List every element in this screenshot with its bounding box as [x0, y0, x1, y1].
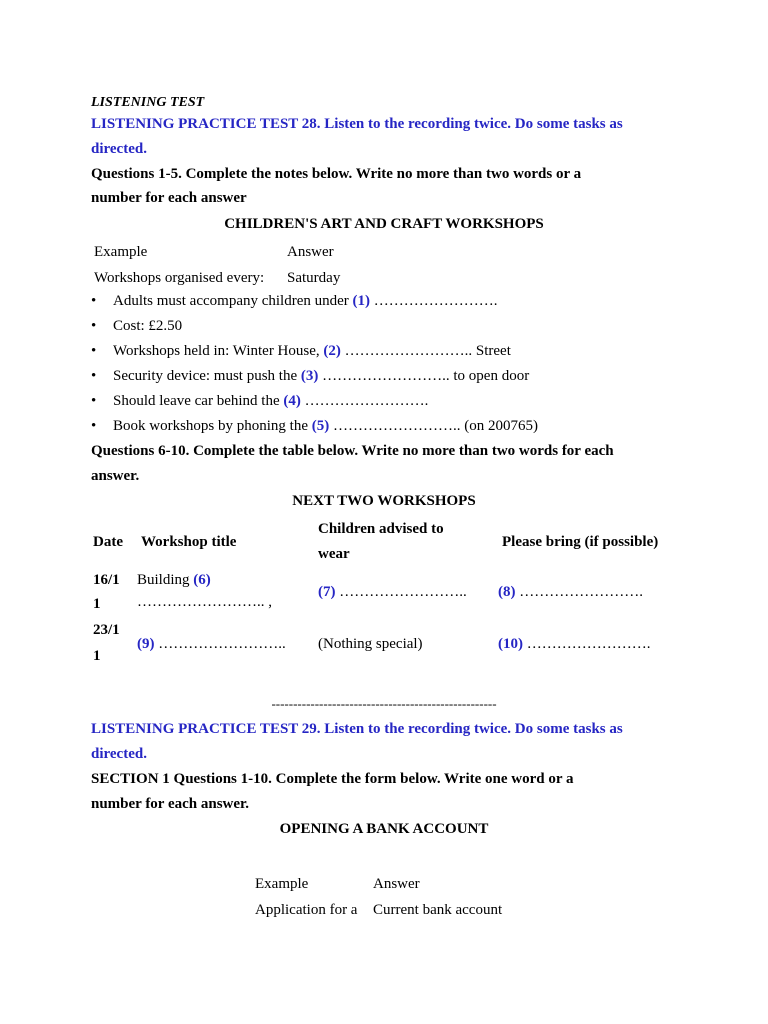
answer-marker: (4): [283, 393, 301, 409]
heading-workshops: CHILDREN'S ART AND CRAFT WORKSHOPS: [224, 216, 544, 232]
table-header-bring: Please bring (if possible): [502, 534, 659, 550]
q6-10-instruction-cont: answer.: [91, 468, 140, 484]
answer-marker: (5): [311, 418, 330, 434]
row2-wear: (Nothing special): [318, 636, 423, 652]
example-label: Example: [94, 244, 148, 260]
q1-5-instruction: Questions 1-5. Complete the notes below. Write no more than two words or a: [91, 166, 582, 182]
note-text-before: Workshops held in: Winter House,: [113, 343, 324, 359]
row1-date-cont: 1: [93, 596, 101, 612]
note-text: [113, 418, 538, 435]
row1-wear: [318, 584, 467, 601]
note-text: [113, 318, 182, 335]
row1-date: 16/1: [93, 572, 120, 588]
bank-example-answer: Current bank account: [373, 902, 503, 918]
bullet-icon: •: [91, 418, 97, 434]
table-header-wear-cont: wear: [318, 546, 350, 562]
row1-wear-blank: ……………………..: [335, 584, 467, 600]
note-text-before: Should leave car behind the: [113, 393, 284, 409]
section1-instruction-cont: number for each answer.: [91, 796, 250, 812]
answer-marker-6: (6): [193, 572, 211, 588]
bank-example-question: Application for a: [255, 902, 358, 918]
row1-title-blank: …………………….. ,: [137, 594, 272, 610]
bullet-icon: •: [91, 318, 97, 334]
answer-marker-8: (8): [498, 584, 516, 600]
note-text-before: Cost: £2.50: [113, 318, 183, 334]
section-label: LISTENING TEST: [91, 95, 205, 110]
bank-answer-label: Answer: [373, 876, 420, 892]
row1-bring: [498, 584, 643, 601]
answer-marker: (3): [300, 368, 319, 384]
heading-bank-account: OPENING A BANK ACCOUNT: [279, 821, 489, 837]
row2-bring: [498, 636, 651, 653]
example-answer: Saturday: [287, 270, 341, 286]
bullet-icon: •: [91, 368, 97, 384]
answer-marker-10: (10): [498, 636, 523, 652]
bullet-icon: •: [91, 393, 97, 409]
bullet-icon: •: [91, 293, 97, 309]
test28-title: LISTENING PRACTICE TEST 28. Listen to the recording twice. Do some tasks as: [91, 116, 623, 132]
row2-date: 23/1: [93, 622, 120, 638]
table-header-wear: Children advised to: [318, 521, 444, 537]
example-question: Workshops organised every:: [94, 270, 265, 286]
row1-bring-blank: …………………….: [515, 584, 643, 600]
heading-next-workshops: NEXT TWO WORKSHOPS: [292, 493, 476, 509]
test29-title-cont: directed.: [91, 746, 147, 762]
note-text-after: …………………….. Street: [340, 343, 511, 359]
q6-10-instruction: Questions 6-10. Complete the table below. Write no more than two words for each: [91, 443, 614, 459]
answer-marker: (1): [352, 293, 371, 309]
row1-title: [137, 572, 211, 589]
row2-date-cont: 1: [93, 648, 101, 664]
bank-example-label: Example: [255, 876, 309, 892]
note-text-after: …………………….: [300, 393, 429, 409]
section-divider: ----------------------------------------------------: [271, 696, 497, 711]
note-text: [113, 293, 498, 310]
row1-title-text: Building: [137, 572, 194, 588]
row2-bring-blank: …………………….: [523, 636, 651, 652]
test29-title: LISTENING PRACTICE TEST 29. Listen to the recording twice. Do some tasks as: [91, 721, 623, 737]
table-header-title: Workshop title: [141, 534, 237, 550]
answer-marker-7: (7): [318, 584, 336, 600]
note-text-after: …………………….. to open door: [318, 368, 530, 384]
answer-marker-9: (9): [137, 636, 155, 652]
test28-title-cont: directed.: [91, 141, 147, 157]
answer-label: Answer: [287, 244, 334, 260]
bullet-icon: •: [91, 343, 97, 359]
note-text-before: Book workshops by phoning the: [113, 418, 312, 434]
q1-5-instruction-cont: number for each answer: [91, 190, 247, 206]
note-text: [113, 393, 428, 410]
note-text-after: …………………….: [370, 293, 498, 309]
note-text-before: Adults must accompany children under: [113, 293, 353, 309]
table-header-date: Date: [93, 534, 123, 550]
note-text: [113, 368, 529, 385]
row2-title-blank: ……………………..: [154, 636, 286, 652]
note-text-after: …………………….. (on 200765): [329, 418, 538, 434]
note-text-before: Security device: must push the: [113, 368, 301, 384]
answer-marker: (2): [323, 343, 341, 359]
note-text: [113, 343, 511, 360]
row2-title: [137, 636, 286, 653]
section1-instruction: SECTION 1 Questions 1-10. Complete the form below. Write one word or a: [91, 771, 574, 787]
